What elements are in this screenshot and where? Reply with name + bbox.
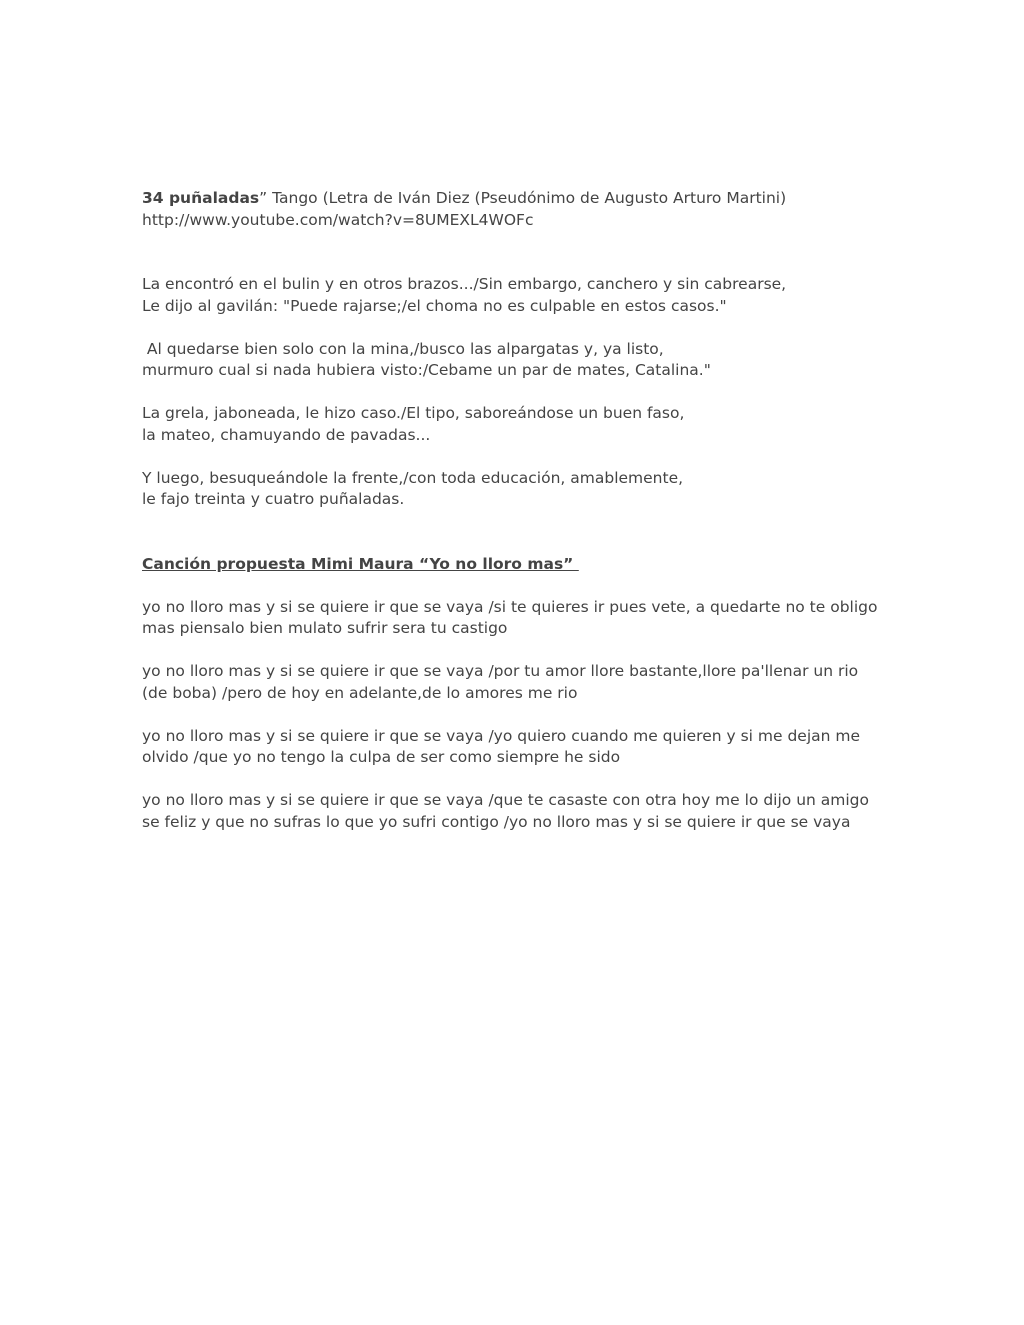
song-stanza: [142, 790, 882, 833]
title-description: ” Tango (Letra de Iván Diez (Pseudónimo de Augusto Arturo Martini): [259, 189, 787, 207]
lyric-line: La encontró en el bulin y en otros brazos.../Sin embargo, canchero y sin cabrearse,: [142, 275, 787, 293]
lyric-line: murmuro cual si nada hubiera visto:/Cebame un par de mates, Catalina.": [142, 361, 711, 379]
lyric-line: la mateo, chamuyando de pavadas...: [142, 425, 431, 444]
song-stanza: [142, 597, 882, 640]
tango-stanza: [142, 339, 882, 382]
tango-stanza: [142, 468, 882, 511]
tango-stanza: [142, 274, 882, 317]
tango-stanza: [142, 403, 882, 446]
document-body: [142, 188, 882, 833]
lyric-line: le fajo treinta y cuatro puñaladas.: [142, 490, 405, 508]
lyric-line: mas piensalo bien mulato sufrir sera tu castigo: [142, 619, 508, 637]
header-title-line: [142, 188, 882, 210]
song-stanza: [142, 661, 882, 704]
video-url: http://www.youtube.com/watch?v=8UMEXL4WOFc: [142, 210, 534, 229]
song-stanza: [142, 726, 882, 769]
lyric-line: Al quedarse bien solo con la mina,/busco las alpargatas y, ya listo,: [142, 339, 664, 358]
lyric-line: yo no lloro mas y si se quiere ir que se vaya /por tu amor llore bastante,llore pa'llenar un rio (de boba) /pero de hoy en adelante,de lo amores me rio: [142, 662, 859, 702]
lyric-line: Le dijo al gavilán: "Puede rajarse;/el choma no es culpable en estos casos.": [142, 296, 727, 315]
song-heading: Canción propuesta Mimi Maura “Yo no lloro mas”: [142, 554, 579, 573]
lyric-line: yo no lloro mas y si se quiere ir que se vaya /si te quieres ir pues vete, a quedarte no te obligo: [142, 597, 878, 616]
song-title: 34 puñaladas: [142, 189, 260, 207]
lyric-line: yo no lloro mas y si se quiere ir que se vaya /yo quiero cuando me quieren y si me dejan me olvido /que yo no tengo la culpa de ser como siempre he sido: [142, 726, 861, 766]
lyric-line: La grela, jaboneada, le hizo caso./El tipo, saboreándose un buen faso,: [142, 404, 685, 422]
lyric-line: yo no lloro mas y si se quiere ir que se vaya /que te casaste con otra hoy me lo dijo un amigo: [142, 791, 870, 809]
lyric-line: Y luego, besuqueándole la frente,/con toda educación, amablemente,: [142, 468, 684, 487]
lyric-line: se feliz y que no sufras lo que yo sufri contigo /yo no lloro mas y si se quiere ir que se vaya: [142, 812, 851, 831]
